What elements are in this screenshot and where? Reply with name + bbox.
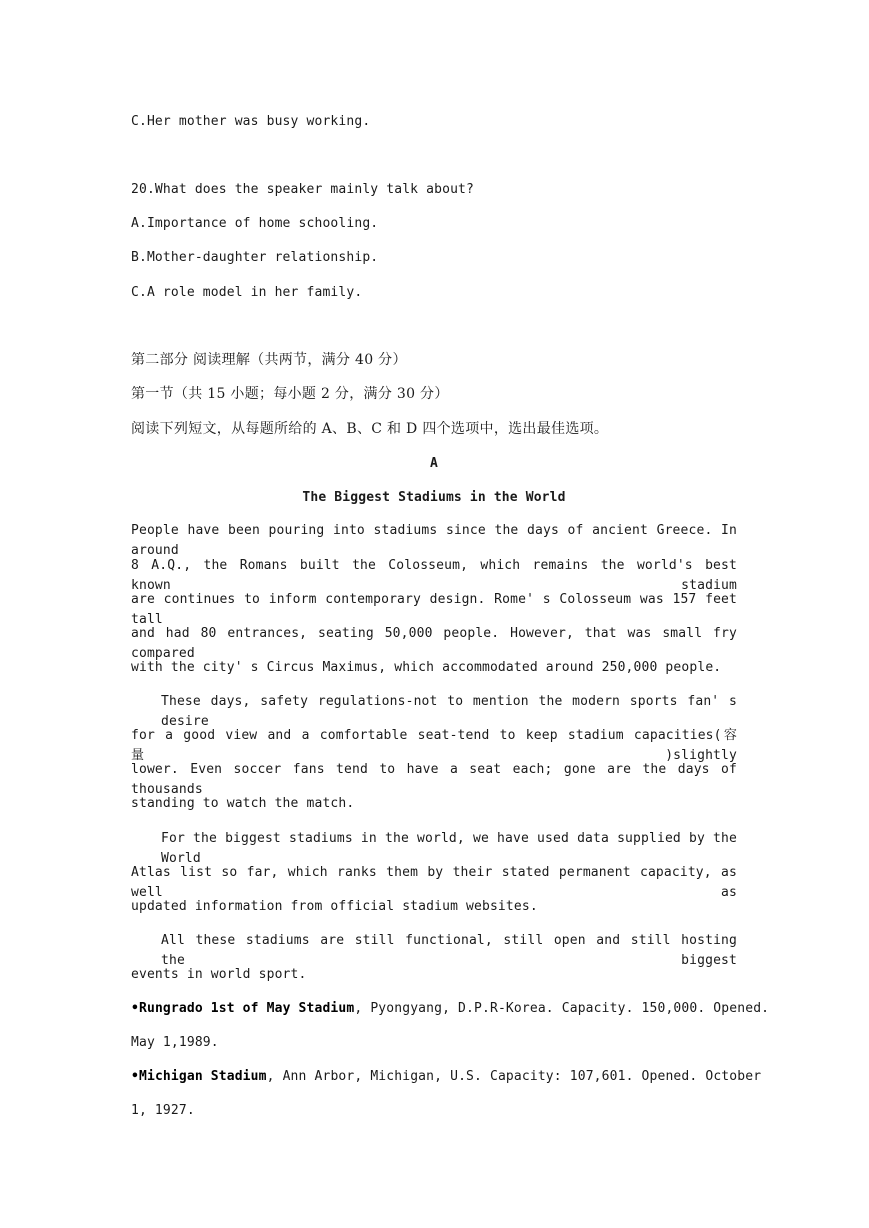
paragraph-line: These days, safety regulations-not to mention the modern sports fan' s desire: [161, 694, 737, 729]
part-heading: 第二部分 阅读理解（共两节，满分 40 分）: [131, 352, 407, 368]
stadium-details-continued: May 1,1989.: [131, 1035, 219, 1050]
bullet: •: [131, 1001, 139, 1016]
q20-question: 20.What does the speaker mainly talk about?: [131, 182, 474, 197]
stadium-line: [131, 1067, 762, 1087]
paragraph-line: events in world sport.: [131, 967, 307, 982]
q20-option-a: A.Importance of home schooling.: [131, 216, 379, 231]
stadium-details: , Ann Arbor, Michigan, U.S. Capacity: 107,601. Opened. October: [266, 1069, 762, 1084]
paragraph-line: are continues to inform contemporary design. Rome' s Colosseum was 157 feet tall: [131, 592, 737, 627]
passage-letter: A: [430, 456, 438, 471]
stadium-line: [131, 999, 770, 1019]
q20-option-b: B.Mother-daughter relationship.: [131, 250, 379, 265]
paragraph-line: For the biggest stadiums in the world, we have used data supplied by the World: [161, 831, 737, 866]
passage-title: The Biggest Stadiums in the World: [302, 490, 566, 505]
paragraph-line: All these stadiums are still functional, still open and still hosting the biggest: [161, 933, 737, 968]
instructions: 阅读下列短文，从每题所给的 A、B、C 和 D 四个选项中，选出最佳选项。: [131, 421, 609, 437]
paragraph-line: Atlas list so far, which ranks them by their stated permanent capacity, as well as: [131, 865, 737, 900]
stadium-details-continued: 1, 1927.: [131, 1103, 195, 1118]
stadium-details: , Pyongyang, D.P.R-Korea. Capacity. 150,000. Opened.: [354, 1001, 770, 1016]
stadium-name: Rungrado 1st of May Stadium: [138, 1001, 355, 1016]
bullet: •: [131, 1069, 139, 1084]
paragraph-line: standing to watch the match.: [131, 796, 355, 811]
stadium-name: Michigan Stadium: [138, 1069, 267, 1084]
paragraph-line: updated information from official stadium websites.: [131, 899, 538, 914]
paragraph-line: and had 80 entrances, seating 50,000 people. However, that was small fry compared: [131, 626, 737, 661]
paragraph-line: with the city' s Circus Maximus, which accommodated around 250,000 people.: [131, 660, 722, 675]
paragraph-line: 8 A.Q., the Romans built the Colosseum, which remains the world's best known stadium: [131, 558, 737, 593]
paragraph-line: People have been pouring into stadiums since the days of ancient Greece. In around: [131, 523, 737, 558]
paragraph-line: for a good view and a comfortable seat-tend to keep stadium capacities(容量)slightly: [131, 728, 737, 763]
q20-option-c: C.A role model in her family.: [131, 285, 363, 300]
q19-option-c: C.Her mother was busy working.: [131, 114, 371, 129]
subsection-heading: 第一节（共 15 小题；每小题 2 分，满分 30 分）: [131, 386, 449, 402]
paragraph-line: lower. Even soccer fans tend to have a seat each; gone are the days of thousands: [131, 762, 737, 797]
